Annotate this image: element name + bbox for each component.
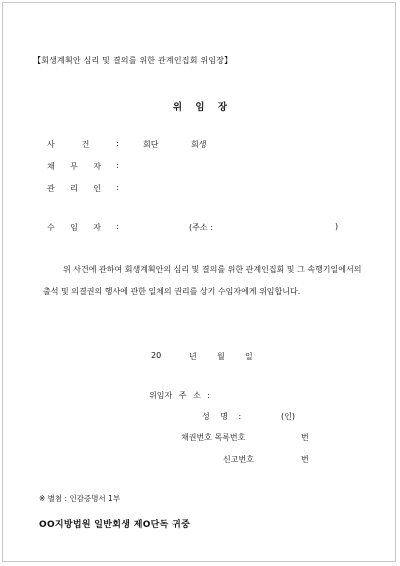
seal-mark: (인) <box>281 412 295 421</box>
creditor-number-label: 채권번호 목록번호 <box>181 433 246 442</box>
administrator-label: 관 리 인 : <box>47 183 119 193</box>
date-year-prefix: 20 <box>151 351 162 360</box>
court-addressee: OO지방법원 일반회생 제O단독 귀중 <box>39 520 191 530</box>
attachment-note: ※ 별첨 : 인감증명서 1부 <box>39 494 121 503</box>
proxy-address-label: (주소 : <box>189 223 213 232</box>
document-page <box>2 2 396 562</box>
proxy-address-close: ) <box>335 222 339 231</box>
document-title: 위 임 장 <box>172 102 228 113</box>
mandate-body: 위 사건에 관하여 회생계획안의 심리 및 결의를 위한 관계인집회 및 그 속행기일에서의 출석 및 의결권의 행사에 관한 일체의 권리를 상기 수임자에게 위임합니다. <box>43 265 362 296</box>
date-month: 월 <box>217 352 225 361</box>
case-type-a: 회단 <box>143 140 159 149</box>
date-year: 년 <box>189 352 197 361</box>
delegator-name-label: 성 명 : <box>202 412 242 421</box>
debtor-label: 채 무 자 : <box>47 161 119 171</box>
creditor-number-unit: 번 <box>301 433 309 442</box>
delegator-address-label: 위임자 주 소 : <box>149 391 210 400</box>
case-type-b: 회생 <box>191 140 207 149</box>
date-day: 일 <box>245 352 253 361</box>
report-number-label: 신고번호 <box>223 455 254 464</box>
document-header: 【회생계획안 심리 및 결의를 위한 관계인집회 위임장】 <box>33 56 233 65</box>
case-label: 사 건 : <box>47 139 119 149</box>
proxy-label: 수 임 자 : <box>47 222 119 232</box>
report-number-unit: 번 <box>301 455 309 464</box>
